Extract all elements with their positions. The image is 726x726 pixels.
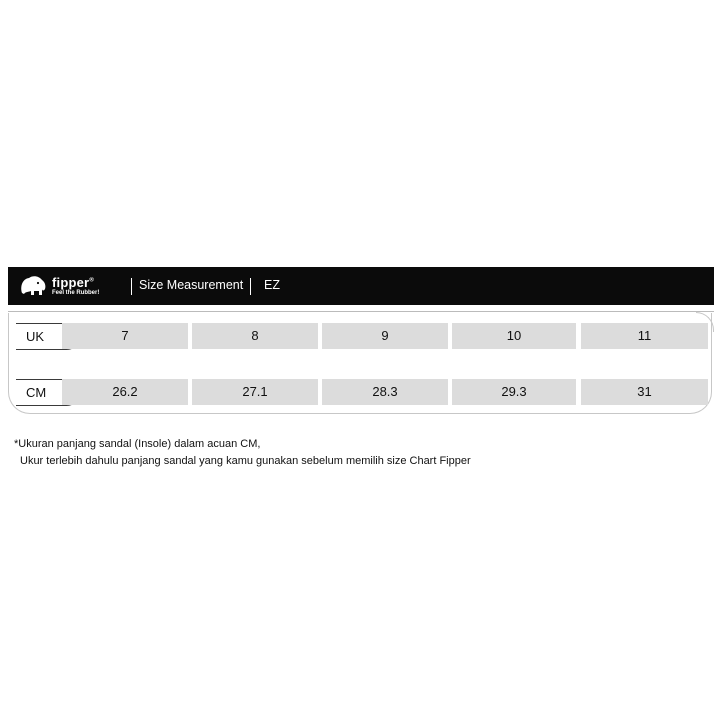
table-cell-cm-8: 27.1	[192, 379, 318, 405]
table-cell-uk-9: 9	[322, 323, 448, 349]
note-line-2: Ukur terlebih dahulu panjang sandal yang kamu gunakan sebelum memilih size Chart Fipper	[20, 455, 471, 467]
row-label-cm: CM	[16, 379, 80, 406]
header-bar	[8, 267, 714, 305]
header-underline	[8, 311, 714, 312]
note-line-1: *Ukuran panjang sandal (Insole) dalam acuan CM,	[14, 438, 261, 450]
table-cell-cm-11: 31	[581, 379, 708, 405]
section-title: Size Measurement	[139, 278, 244, 292]
table-cell-uk-10: 10	[452, 323, 576, 349]
brand-logo	[18, 273, 138, 301]
header-divider	[131, 278, 132, 295]
brand-tagline: Feel the Rubber!	[52, 290, 100, 296]
elephant-icon	[18, 273, 48, 299]
table-cell-cm-9: 28.3	[322, 379, 448, 405]
table-cell-uk-7: 7	[62, 323, 188, 349]
table-cell-cm-10: 29.3	[452, 379, 576, 405]
table-cell-uk-8: 8	[192, 323, 318, 349]
model-name: EZ	[264, 278, 280, 292]
brand-name: fipper®	[52, 275, 94, 290]
table-cell-cm-7: 26.2	[62, 379, 188, 405]
header-divider	[250, 278, 251, 295]
table-cell-uk-11: 11	[581, 323, 708, 349]
row-label-uk: UK	[16, 323, 80, 350]
